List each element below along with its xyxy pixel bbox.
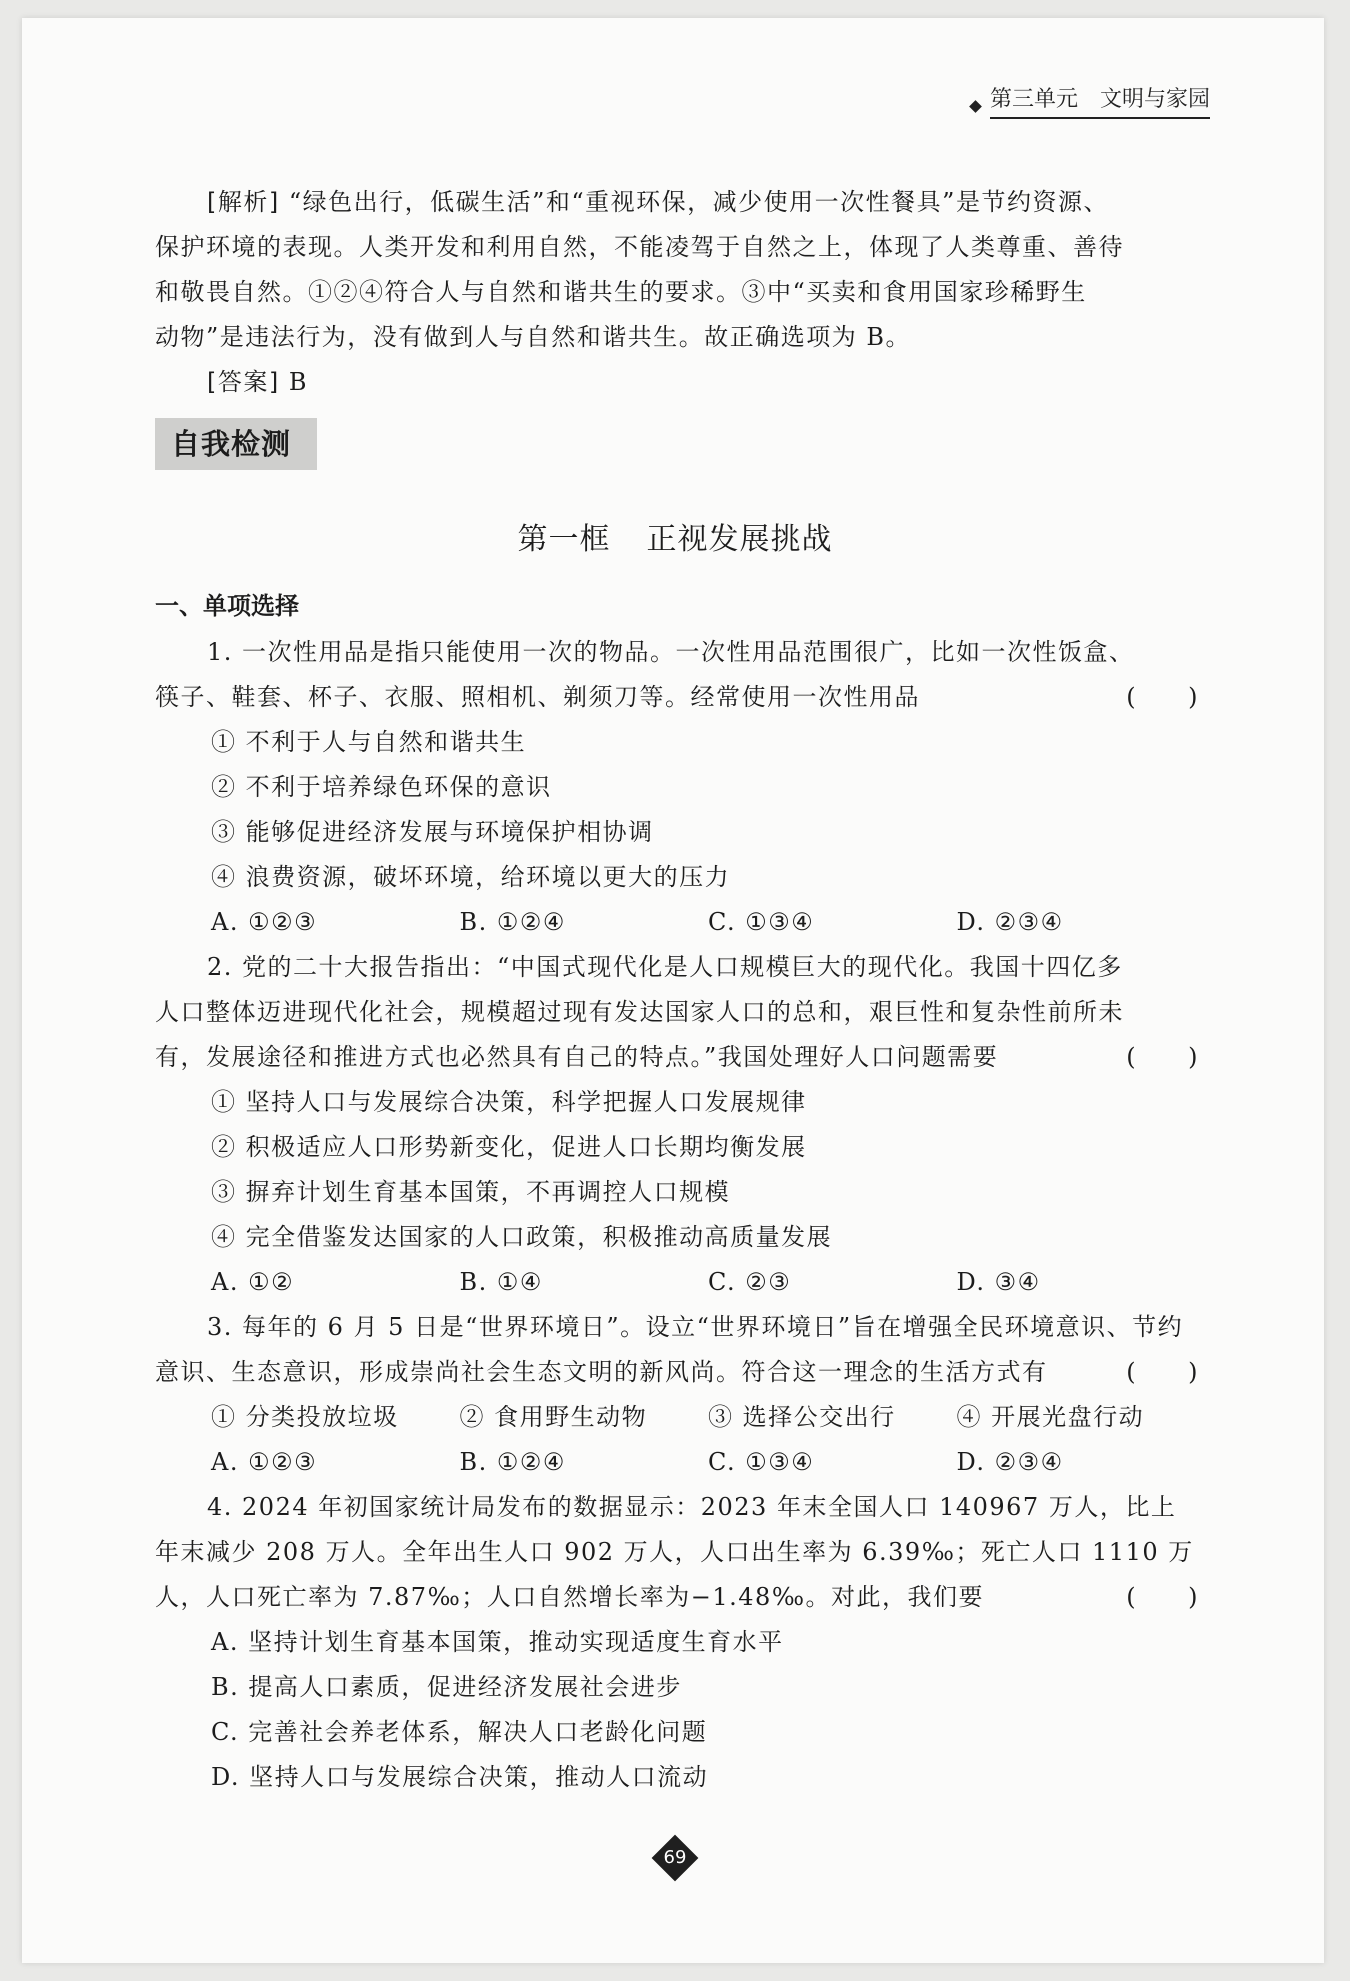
q1-item-3: ③ 能够促进经济发展与环境保护相协调 (211, 818, 654, 846)
lesson-part1: 第一框 (517, 522, 611, 557)
q2-stem-1: 2. 党的二十大报告指出：“中国式现代化是人口规模巨大的现代化。我国十四亿多 (207, 953, 1123, 981)
q3-choice-c: C. ①③④ (708, 1448, 815, 1476)
lesson-part2: 正视发展挑战 (646, 522, 833, 557)
q2-answer-paren: ( ) (1126, 1043, 1199, 1071)
analysis-line-3: 和敬畏自然。①②④符合人与自然和谐共生的要求。③中“买卖和食用国家珍稀野生 (155, 278, 1087, 306)
q1-answer-paren: ( ) (1126, 683, 1199, 711)
q2-stem-2: 人口整体迈进现代化社会，规模超过现有发达国家人口的总和，艰巨性和复杂性前所未 (155, 998, 1124, 1026)
q2-choice-d: D. ③④ (956, 1268, 1041, 1296)
running-header (971, 82, 1210, 119)
q4-stem-1: 4. 2024 年初国家统计局发布的数据显示：2023 年末全国人口 140967 万人，比上 (207, 1493, 1177, 1521)
q1-item-4: ④ 浪费资源，破坏环境，给环境以更大的压力 (211, 863, 731, 891)
q1-choice-b: B. ①②④ (459, 908, 566, 936)
q1-choice-c: C. ①③④ (708, 908, 815, 936)
q3-stem-2-text: 意识、生态意识，形成崇尚社会生态文明的新风尚。符合这一理念的生活方式有 (155, 1358, 1048, 1386)
answer-label: [答案] (207, 368, 280, 396)
q2-choice-a: A. ①② (211, 1268, 295, 1296)
q4-option-a: A. 坚持计划生育基本国策，推动实现适度生育水平 (211, 1628, 784, 1656)
q1-stem-2 (155, 675, 1205, 720)
analysis-label: [解析] (207, 188, 280, 216)
q2-item-2: ② 积极适应人口形势新变化，促进人口长期均衡发展 (211, 1133, 807, 1161)
analysis-text-1: “绿色出行，低碳生活”和“重视环保，减少使用一次性餐具”是节约资源、 (288, 188, 1109, 216)
page-number: 69 (663, 1847, 687, 1868)
q4-stem-3 (155, 1575, 1205, 1620)
q3-stem-1: 3. 每年的 6 月 5 日是“世界环境日”。设立“世界环境日”旨在增强全民环境意识、节约 (207, 1313, 1184, 1341)
q3-item-1: ① 分类投放垃圾 (211, 1403, 399, 1431)
q2-item-1: ① 坚持人口与发展综合决策，科学把握人口发展规律 (211, 1088, 807, 1116)
q2-stem-3 (155, 1035, 1205, 1080)
analysis-line-2: 保护环境的表现。人类开发和利用自然，不能凌驾于自然之上，体现了人类尊重、善待 (155, 233, 1124, 261)
q1-choice-a: A. ①②③ (211, 908, 318, 936)
q4-stem-2: 年末减少 208 万人。全年出生人口 902 万人，人口出生率为 6.39‰；死亡人口 1110 万 (155, 1538, 1194, 1566)
q3-item-2: ② 食用野生动物 (459, 1403, 648, 1431)
analysis-block (155, 180, 1205, 405)
header-text (990, 82, 1210, 119)
q3-answer-paren: ( ) (1126, 1358, 1199, 1386)
q3-stem-2 (155, 1350, 1205, 1395)
analysis-line-4: 动物”是违法行为，没有做到人与自然和谐共生。故正确选项为 B。 (155, 323, 912, 351)
q1-item-1: ① 不利于人与自然和谐共生 (211, 728, 527, 756)
header-unit: 第三单元 (989, 87, 1078, 112)
q1-item-2: ② 不利于培养绿色环保的意识 (211, 773, 552, 801)
q1-stem-1: 1. 一次性用品是指只能使用一次的物品。一次性用品范围很广，比如一次性饭盒、 (207, 638, 1135, 666)
q4-option-b: B. 提高人口素质，促进经济发展社会进步 (211, 1673, 682, 1701)
answer-line (155, 360, 1205, 405)
questions-block (155, 630, 1205, 1800)
q3-choice-d: D. ②③④ (956, 1448, 1064, 1476)
q4-stem-3-text: 人，人口死亡率为 7.87‰；人口自然增长率为−1.48‰。对此，我们要 (155, 1583, 985, 1611)
q2-choice-c: C. ②③ (708, 1268, 792, 1296)
self-test-heading: 自我检测 (155, 418, 317, 470)
q3-choice-a: A. ①②③ (211, 1448, 318, 1476)
q2-item-3: ③ 摒弃计划生育基本国策，不再调控人口规模 (211, 1178, 731, 1206)
q1-choice-d: D. ②③④ (956, 908, 1064, 936)
q2-choices (155, 1260, 1205, 1305)
answer-value: B (288, 368, 309, 396)
q3-item-3: ③ 选择公交出行 (708, 1403, 896, 1431)
lesson-title (0, 514, 1350, 558)
q2-stem-3-text: 有，发展途径和推进方式也必然具有自己的特点。”我国处理好人口问题需要 (155, 1043, 999, 1071)
header-title: 文明与家园 (1099, 87, 1210, 112)
section-heading: 一、单项选择 (155, 592, 299, 620)
q3-inline-items (155, 1395, 1205, 1440)
analysis-line-1 (155, 180, 1205, 225)
q3-choices (155, 1440, 1205, 1485)
q4-option-c: C. 完善社会养老体系，解决人口老龄化问题 (211, 1718, 708, 1746)
page-number-badge (652, 1835, 698, 1881)
q4-option-d: D. 坚持人口与发展综合决策，推动人口流动 (211, 1763, 709, 1791)
q2-item-4: ④ 完全借鉴发达国家的人口政策，积极推动高质量发展 (211, 1223, 833, 1251)
q1-choices (155, 900, 1205, 945)
q1-stem-2-text: 筷子、鞋套、杯子、衣服、照相机、剃须刀等。经常使用一次性用品 (155, 683, 920, 711)
q3-item-4: ④ 开展光盘行动 (956, 1403, 1145, 1431)
q4-answer-paren: ( ) (1126, 1583, 1199, 1611)
q3-choice-b: B. ①②④ (459, 1448, 566, 1476)
q2-choice-b: B. ①④ (459, 1268, 543, 1296)
diamond-bullet-icon (969, 100, 982, 113)
